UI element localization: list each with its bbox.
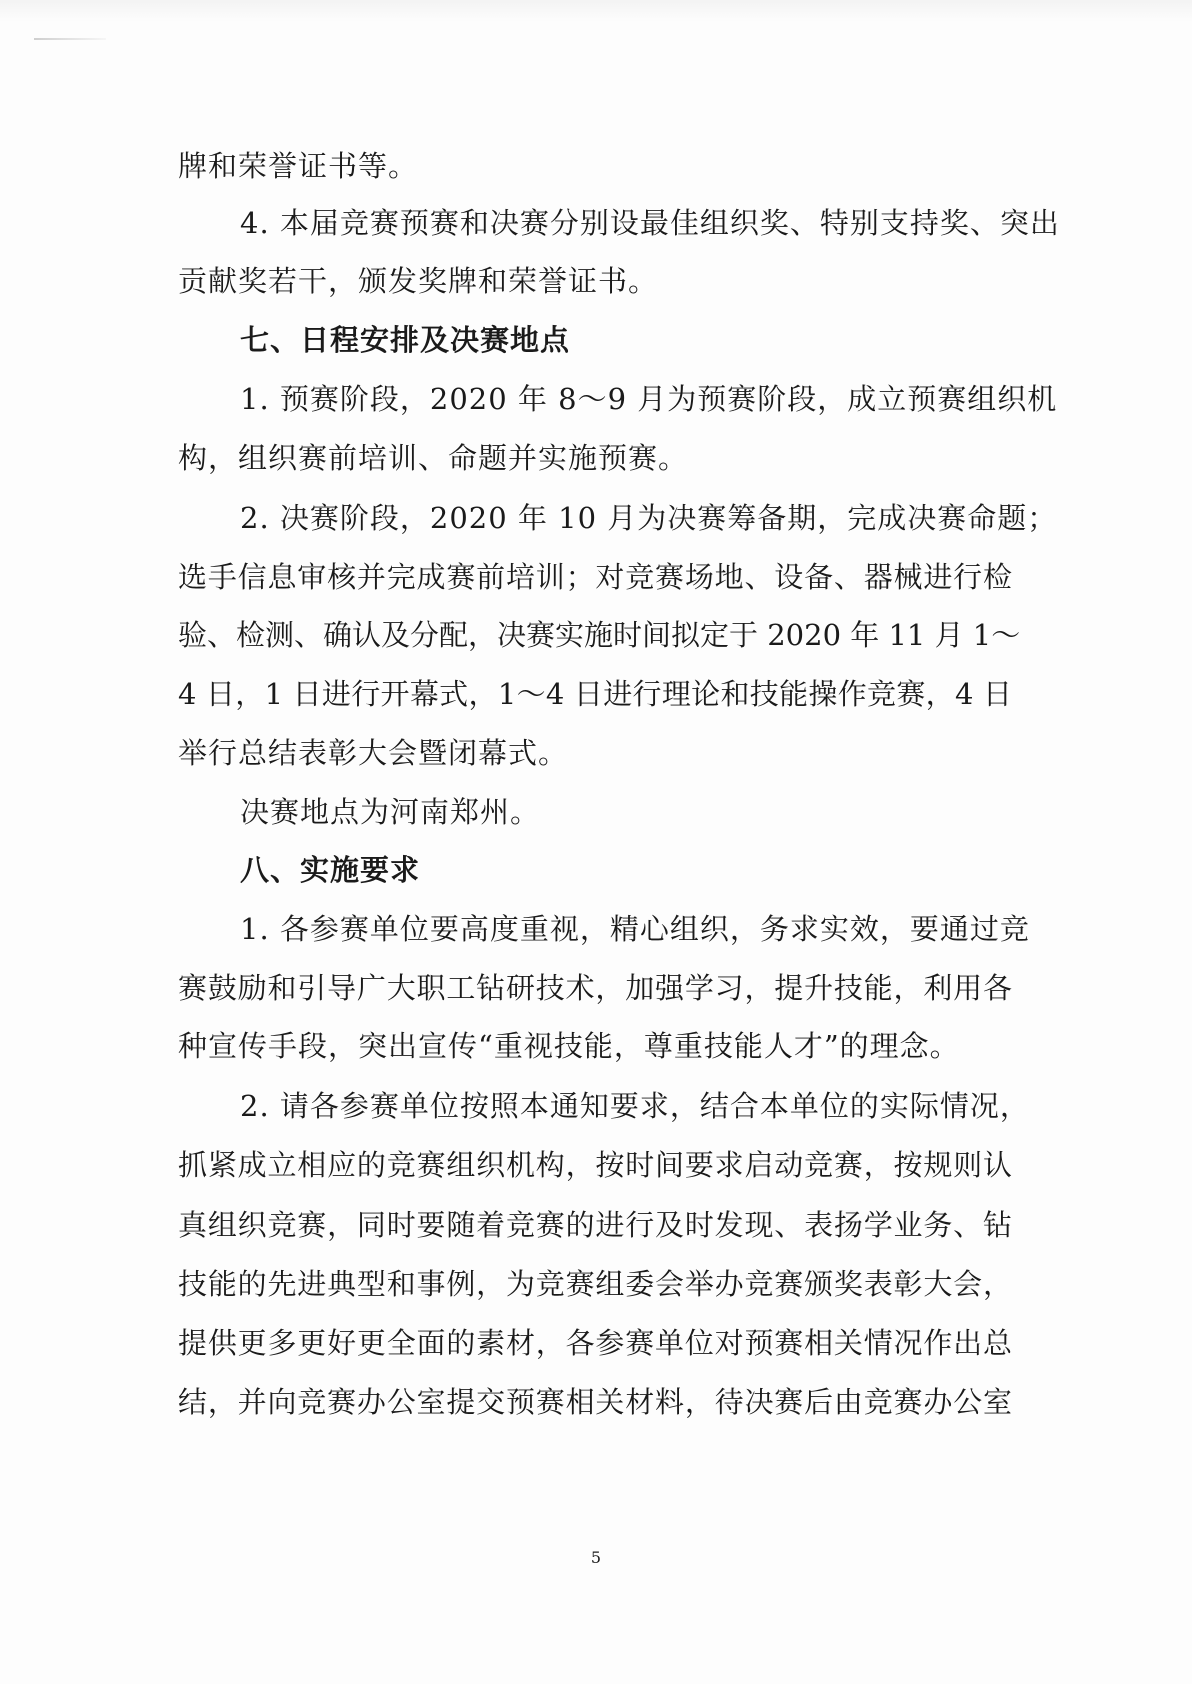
paragraph-line: 贡献奖若干，颁发奖牌和荣誉证书。 [178, 264, 659, 298]
page-number: 5 [590, 1548, 602, 1567]
section-heading: 七、日程安排及决赛地点 [240, 323, 571, 357]
paragraph-line: 1. 预赛阶段，2020 年 8～9 月为预赛阶段，成立预赛组织机 [240, 382, 1058, 416]
paragraph-line: 种宣传手段，突出宣传“重视技能，尊重技能人才”的理念。 [178, 1029, 960, 1063]
paragraph-line: 真组织竞赛，同时要随着竞赛的进行及时发现、表扬学业务、钻 [178, 1208, 1012, 1242]
paragraph-line: 赛鼓励和引导广大职工钻研技术，加强学习，提升技能，利用各 [178, 971, 1012, 1005]
scan-artifact-mark [34, 38, 106, 40]
paragraph-line: 选手信息审核并完成赛前培训；对竞赛场地、设备、器械进行检 [178, 560, 1012, 594]
paragraph-line: 验、检测、确认及分配，决赛实施时间拟定于 2020 年 11 月 1～ [178, 618, 1021, 652]
paragraph-line: 2. 请各参赛单位按照本通知要求，结合本单位的实际情况， [240, 1089, 1030, 1123]
paragraph-line: 构，组织赛前培训、命题并实施预赛。 [178, 441, 689, 475]
paragraph-line: 2. 决赛阶段，2020 年 10 月为决赛筹备期，完成决赛命题； [240, 501, 1058, 535]
paragraph-line: 结，并向竞赛办公室提交预赛相关材料，待决赛后由竞赛办公室 [178, 1385, 1012, 1419]
paragraph-line: 4. 本届竞赛预赛和决赛分别设最佳组织奖、特别支持奖、突出 [240, 206, 1060, 240]
scan-edge-shadow [0, 0, 1192, 22]
paragraph-line: 提供更多更好更全面的素材，各参赛单位对预赛相关情况作出总 [178, 1326, 1012, 1360]
paragraph-line: 决赛地点为河南郑州。 [240, 795, 541, 829]
paragraph-line: 1. 各参赛单位要高度重视，精心组织，务求实效，要通过竞 [240, 912, 1030, 946]
paragraph-line: 举行总结表彰大会暨闭幕式。 [178, 736, 569, 770]
paragraph-line: 牌和荣誉证书等。 [178, 149, 419, 183]
section-heading: 八、实施要求 [240, 853, 421, 887]
paragraph-line: 4 日，1 日进行开幕式，1～4 日进行理论和技能操作竞赛，4 日 [178, 677, 1012, 711]
paragraph-line: 技能的先进典型和事例，为竞赛组委会举办竞赛颁奖表彰大会， [178, 1267, 1012, 1301]
paragraph-line: 抓紧成立相应的竞赛组织机构，按时间要求启动竞赛，按规则认 [178, 1148, 1012, 1182]
